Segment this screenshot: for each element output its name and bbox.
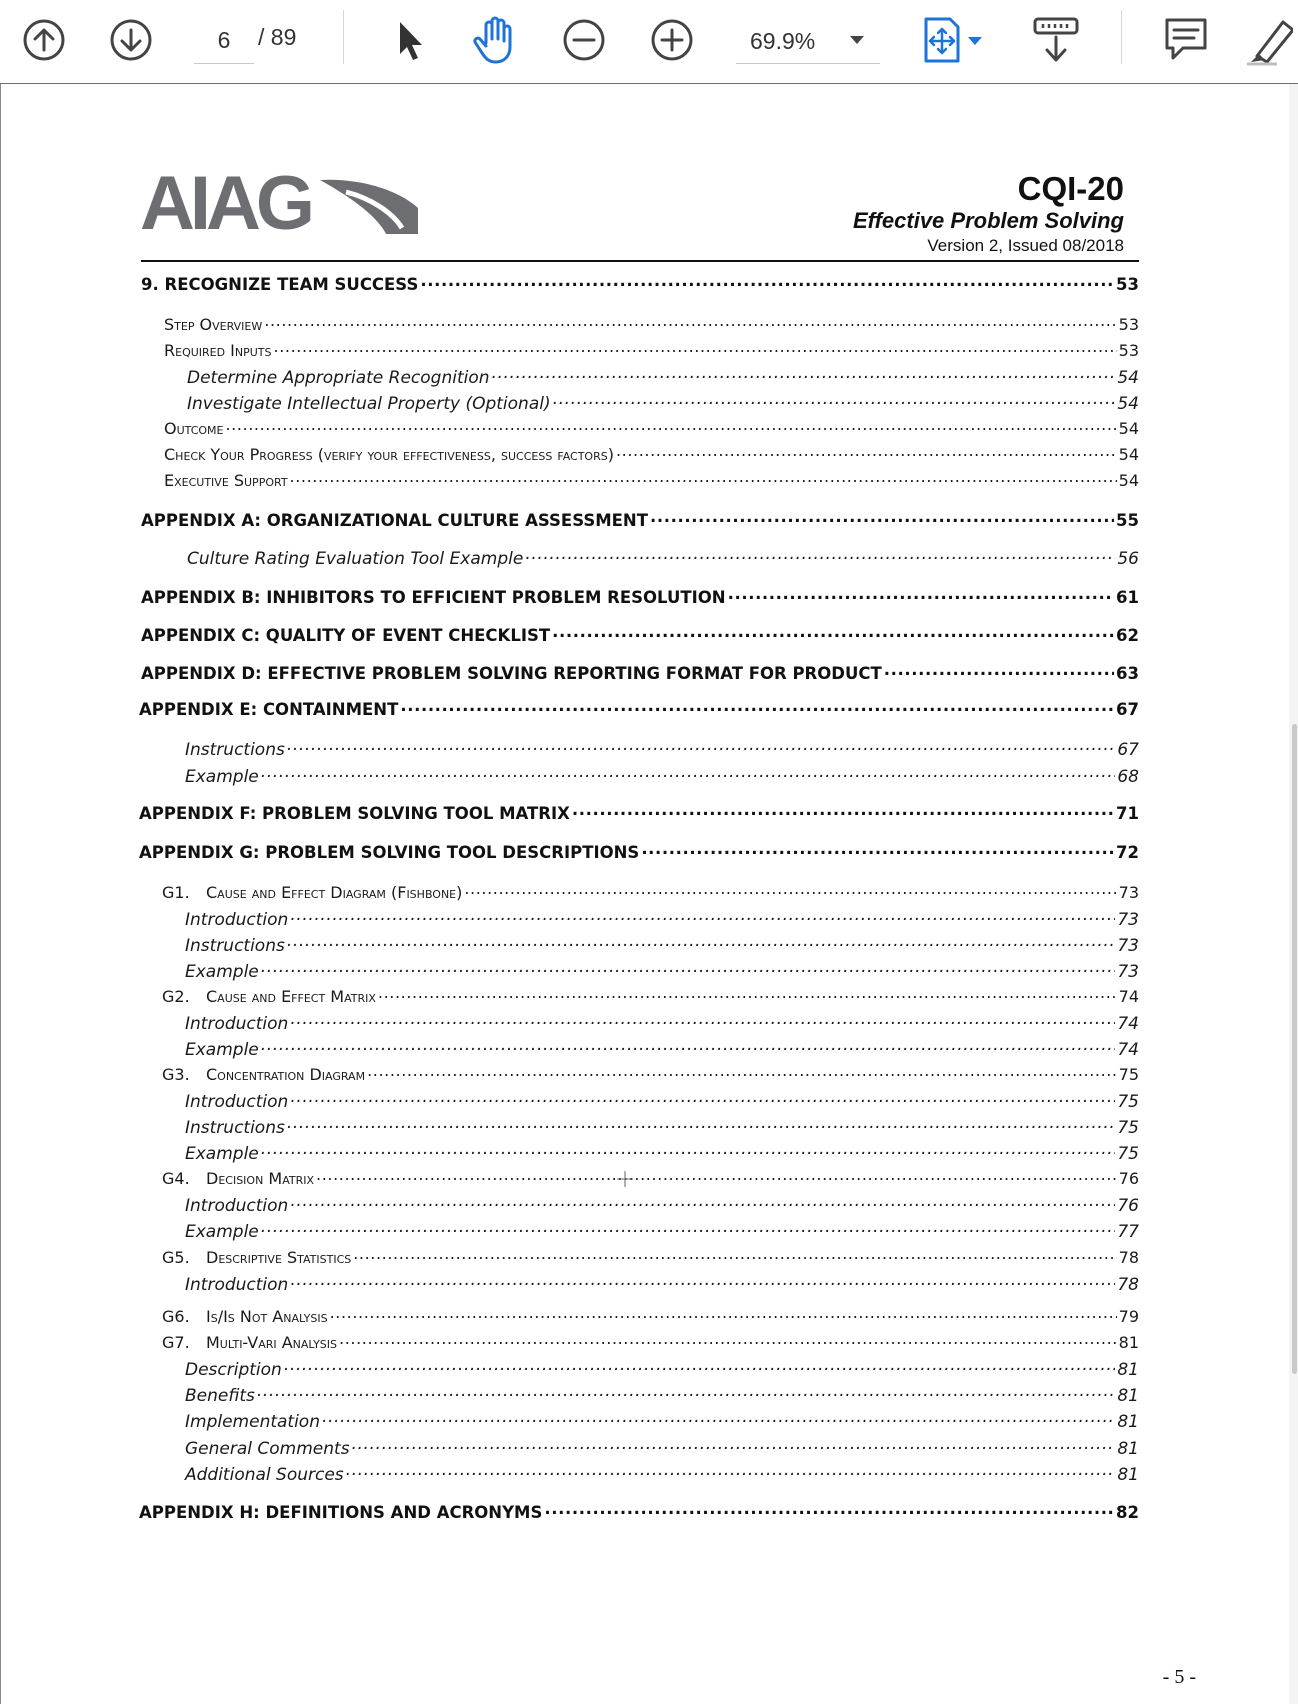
toc-entry-label bbox=[185, 1196, 288, 1216]
toc-leader-dots bbox=[352, 1435, 1116, 1454]
toc-entry[interactable] bbox=[185, 932, 1139, 956]
toc-entry-page: 54 bbox=[1118, 418, 1139, 438]
toc-entry-prefix: G2. bbox=[162, 986, 190, 1006]
toc-leader-dots bbox=[330, 1304, 1117, 1322]
toc-entry-page: 75 bbox=[1117, 1117, 1139, 1138]
toc-entry-label bbox=[185, 1386, 255, 1406]
toc-entry-text: Step Overview bbox=[164, 314, 263, 334]
page-total-label: / 89 bbox=[258, 24, 297, 50]
toc-entry-label bbox=[164, 315, 262, 334]
toc-leader-dots bbox=[261, 1140, 1116, 1159]
toc-entry-text: Outcome bbox=[164, 418, 224, 438]
toc-entry-page: 75 bbox=[1117, 1143, 1139, 1164]
toc-entry-page: 73 bbox=[1117, 961, 1139, 982]
crosshair-cursor-icon bbox=[616, 1170, 634, 1188]
toc-entry-page: 74 bbox=[1117, 1013, 1139, 1034]
toc-entry[interactable] bbox=[185, 1114, 1139, 1138]
toc-entry[interactable] bbox=[185, 1218, 1139, 1242]
toc-entry-label bbox=[185, 1144, 259, 1164]
toc-entry[interactable] bbox=[185, 763, 1139, 787]
toc-leader-dots bbox=[641, 840, 1114, 858]
toc-entry-text: Instructions bbox=[185, 935, 285, 956]
toc-entry-page: 81 bbox=[1117, 1385, 1139, 1406]
toc-entry-text: Example bbox=[185, 766, 259, 787]
toc-leader-dots bbox=[525, 545, 1115, 564]
toc-entry-text: Required Inputs bbox=[164, 340, 272, 360]
toc-entry-label bbox=[141, 275, 418, 294]
toc-entry-label bbox=[141, 664, 882, 683]
toc-entry-page: 78 bbox=[1117, 1274, 1139, 1295]
toc-entry-page: 53 bbox=[1118, 314, 1139, 334]
toc-leader-dots bbox=[284, 1356, 1116, 1375]
toc-leader-dots bbox=[261, 1036, 1116, 1055]
toc-entry-page: 53 bbox=[1118, 340, 1139, 360]
toc-entry-page: 76 bbox=[1117, 1195, 1139, 1216]
toc-entry-page: 54 bbox=[1118, 470, 1139, 490]
toc-leader-dots bbox=[367, 1062, 1117, 1080]
toc-entry-text: APPENDIX A: ORGANIZATIONAL CULTURE ASSESSMENT bbox=[141, 511, 648, 531]
toc-leader-dots bbox=[728, 585, 1114, 603]
toc-leader-dots bbox=[553, 390, 1116, 409]
toc-entry[interactable] bbox=[139, 840, 1139, 862]
document-title: Effective Problem Solving bbox=[852, 208, 1124, 233]
toc-entry-text: APPENDIX H: DEFINITIONS AND ACRONYMS bbox=[139, 1503, 543, 1523]
toc-entry-label bbox=[162, 987, 376, 1006]
toc-entry-prefix: G5. bbox=[162, 1247, 190, 1267]
page-footer-number: - 5 - bbox=[1162, 1666, 1196, 1688]
toc-leader-dots bbox=[552, 623, 1114, 641]
toc-entry-label bbox=[185, 767, 259, 787]
toc-entry-label bbox=[162, 1307, 328, 1326]
toc-entry[interactable] bbox=[164, 468, 1139, 490]
toc-entry[interactable] bbox=[185, 1435, 1139, 1459]
toc-leader-dots bbox=[261, 958, 1116, 977]
toc-entry-prefix: G3. bbox=[162, 1064, 190, 1084]
toc-entry-page: 68 bbox=[1117, 766, 1139, 787]
toc-entry-text: Decision Matrix bbox=[206, 1168, 315, 1188]
toc-entry-page: 82 bbox=[1116, 1503, 1139, 1523]
toc-entry-label bbox=[185, 936, 285, 956]
toc-entry-label bbox=[185, 910, 288, 930]
toc-leader-dots bbox=[261, 763, 1116, 782]
toc-entry-text: Example bbox=[185, 1039, 259, 1060]
toc-entry-page: 63 bbox=[1116, 664, 1139, 684]
toc-leader-dots bbox=[339, 1330, 1117, 1348]
toc-leader-dots bbox=[290, 1088, 1115, 1107]
toc-leader-dots bbox=[378, 984, 1117, 1002]
toc-leader-dots bbox=[616, 442, 1117, 460]
toc-entry[interactable] bbox=[139, 801, 1139, 823]
toc-leader-dots bbox=[287, 736, 1116, 755]
toc-entry-text: APPENDIX B: INHIBITORS TO EFFICIENT PROBLEM RESOLUTION bbox=[141, 588, 726, 608]
toc-entry-page: 81 bbox=[1117, 1411, 1139, 1432]
toc-entry-text: Instructions bbox=[185, 739, 285, 760]
toc-entry-label bbox=[141, 588, 726, 607]
toc-entry-label bbox=[185, 1439, 350, 1459]
toc-entry-label bbox=[185, 1222, 259, 1242]
toc-entry-text: Investigate Intellectual Property (Optional) bbox=[187, 393, 551, 414]
toc-entry-text: Check Your Progress (verify your effectiveness, success factors) bbox=[164, 444, 614, 464]
toc-leader-dots bbox=[290, 1010, 1115, 1029]
toc-entry-page: 73 bbox=[1117, 909, 1139, 930]
toc-entry-label bbox=[162, 883, 462, 902]
toc-entry-label bbox=[162, 1065, 365, 1084]
toc-leader-dots bbox=[353, 1245, 1116, 1263]
toc-entry[interactable] bbox=[164, 312, 1139, 334]
toc-entry-label bbox=[162, 1169, 314, 1188]
toc-entry-label bbox=[187, 368, 490, 388]
toc-leader-dots bbox=[287, 1114, 1116, 1133]
toc-entry-label bbox=[187, 549, 523, 569]
toc-entry-label bbox=[185, 1360, 282, 1380]
toc-entry-label bbox=[185, 1040, 259, 1060]
toc-entry-text: Introduction bbox=[185, 1274, 289, 1295]
toc-entry[interactable] bbox=[141, 508, 1139, 530]
header-rule bbox=[141, 260, 1139, 262]
toc-leader-dots bbox=[464, 880, 1116, 898]
toc-entry-label bbox=[164, 445, 614, 464]
toc-entry-page: 78 bbox=[1118, 1247, 1139, 1267]
toc-entry-page: 54 bbox=[1117, 367, 1139, 388]
toc-leader-dots bbox=[290, 906, 1115, 925]
toc-entry-label bbox=[164, 341, 272, 360]
toc-entry[interactable] bbox=[185, 1356, 1139, 1380]
toc-entry-page: 77 bbox=[1117, 1221, 1139, 1242]
logo-text: AIAG bbox=[140, 161, 310, 246]
toc-entry-text: Descriptive Statistics bbox=[206, 1247, 352, 1267]
toc-entry-label bbox=[139, 843, 639, 862]
toc-entry[interactable] bbox=[185, 1036, 1139, 1060]
toc-entry-page: 71 bbox=[1116, 804, 1139, 824]
toc-entry-page: 76 bbox=[1118, 1168, 1139, 1188]
toc-entry-label bbox=[162, 1248, 351, 1267]
toc-entry-label bbox=[164, 471, 288, 490]
toc-entry-page: 79 bbox=[1118, 1306, 1139, 1326]
toc-leader-dots bbox=[572, 801, 1114, 819]
toc-entry-label bbox=[139, 700, 398, 719]
toc-entry-label bbox=[185, 1092, 288, 1112]
toc-leader-dots bbox=[420, 272, 1114, 290]
toc-entry-label bbox=[185, 1412, 320, 1432]
toc-entry-label bbox=[141, 626, 550, 645]
toc-entry[interactable] bbox=[164, 442, 1139, 464]
toc-entry-page: 75 bbox=[1118, 1064, 1139, 1084]
toc-entry-text: General Comments bbox=[185, 1438, 350, 1459]
toc-entry-page: 61 bbox=[1116, 588, 1139, 608]
toc-entry-label bbox=[139, 1503, 542, 1522]
toc-entry-text: APPENDIX D: EFFECTIVE PROBLEM SOLVING REPORTING FORMAT FOR PRODUCT bbox=[141, 664, 882, 684]
toc-entry[interactable] bbox=[139, 697, 1139, 719]
toc-entry-page: 81 bbox=[1117, 1464, 1139, 1485]
toc-entry[interactable] bbox=[185, 1461, 1139, 1485]
toc-leader-dots bbox=[884, 661, 1114, 679]
toc-entry-page: 54 bbox=[1118, 444, 1139, 464]
toc-entry-page: 67 bbox=[1116, 700, 1139, 720]
toc-leader-dots bbox=[290, 1271, 1115, 1290]
toc-entry[interactable] bbox=[185, 736, 1139, 760]
toc-entry-prefix: G4. bbox=[162, 1168, 190, 1188]
toc-entry-text: Benefits bbox=[185, 1385, 255, 1406]
toc-entry-text: Is/Is Not Analysis bbox=[206, 1306, 328, 1326]
toc-entry-prefix: G7. bbox=[162, 1332, 190, 1352]
toc-leader-dots bbox=[290, 1192, 1115, 1211]
toc-entry-page: 81 bbox=[1117, 1438, 1139, 1459]
toc-entry[interactable] bbox=[185, 1010, 1139, 1034]
toc-entry-text: 9. RECOGNIZE TEAM SUCCESS bbox=[141, 275, 419, 295]
toc-entry[interactable] bbox=[187, 364, 1139, 388]
toc-entry[interactable] bbox=[162, 1062, 1139, 1084]
toc-entry-text: Introduction bbox=[185, 1195, 289, 1216]
toc-entry-text: Cause and Effect Diagram (Fishbone) bbox=[206, 882, 463, 902]
toc-entry[interactable] bbox=[185, 1192, 1139, 1216]
toc-entry-text: Multi-Vari Analysis bbox=[206, 1332, 338, 1352]
toc-entry[interactable] bbox=[187, 390, 1139, 414]
toc-leader-dots bbox=[287, 932, 1116, 951]
toc-entry[interactable] bbox=[162, 1245, 1139, 1267]
toc-entry-page: 81 bbox=[1118, 1332, 1139, 1352]
toc-entry[interactable] bbox=[185, 1382, 1139, 1406]
toc-entry-text: APPENDIX E: CONTAINMENT bbox=[139, 700, 399, 720]
toc-entry[interactable] bbox=[185, 1088, 1139, 1112]
toc-entry-label bbox=[185, 1465, 344, 1485]
toc-entry[interactable] bbox=[141, 623, 1139, 645]
toc-entry-text: Implementation bbox=[185, 1411, 320, 1432]
toc-entry-text: Instructions bbox=[185, 1117, 285, 1138]
toc-entry-text: APPENDIX G: PROBLEM SOLVING TOOL DESCRIPTIONS bbox=[139, 843, 640, 863]
toc-entry[interactable] bbox=[162, 1166, 1139, 1188]
toc-entry-page: 74 bbox=[1117, 1039, 1139, 1060]
document-code: CQI-20 bbox=[1017, 170, 1124, 207]
toc-entry-label bbox=[187, 394, 551, 414]
toc-entry-text: Introduction bbox=[185, 1013, 289, 1034]
document-version: Version 2, Issued 08/2018 bbox=[927, 236, 1124, 255]
toc-entry-page: 67 bbox=[1117, 739, 1139, 760]
toc-entry-label bbox=[164, 419, 224, 438]
toc-entry-page: 54 bbox=[1117, 393, 1139, 414]
toc-entry[interactable] bbox=[185, 1271, 1139, 1295]
toc-entry[interactable] bbox=[141, 585, 1139, 607]
toc-entry-label bbox=[185, 962, 259, 982]
toc-leader-dots bbox=[346, 1461, 1116, 1480]
toc-entry-text: Executive Support bbox=[164, 470, 288, 490]
toc-entry[interactable] bbox=[164, 338, 1139, 360]
toc-entry-text: Example bbox=[185, 1221, 259, 1242]
toc-entry-text: APPENDIX F: PROBLEM SOLVING TOOL MATRIX bbox=[139, 804, 570, 824]
toc-entry[interactable] bbox=[187, 545, 1139, 569]
toc-entry-page: 53 bbox=[1116, 275, 1139, 295]
toc-entry-page: 62 bbox=[1116, 626, 1139, 646]
toc-entry-text: Cause and Effect Matrix bbox=[206, 986, 376, 1006]
toc-entry-label bbox=[185, 740, 285, 760]
toc-entry-page: 75 bbox=[1117, 1091, 1139, 1112]
toc-entry-text: Introduction bbox=[185, 909, 289, 930]
toc-entry[interactable] bbox=[185, 1140, 1139, 1164]
toc-entry[interactable] bbox=[141, 272, 1139, 294]
toc-leader-dots bbox=[261, 1218, 1116, 1237]
toc-leader-dots bbox=[544, 1500, 1114, 1518]
logo-swoosh-icon bbox=[316, 178, 420, 234]
toc-entry-page: 74 bbox=[1118, 986, 1139, 1006]
toc-leader-dots bbox=[492, 364, 1116, 383]
toc-entry-text: Introduction bbox=[185, 1091, 289, 1112]
toc-entry[interactable] bbox=[185, 1408, 1139, 1432]
toc-entry-text: Example bbox=[185, 1143, 259, 1164]
toc-leader-dots bbox=[226, 416, 1117, 434]
toc-entry[interactable] bbox=[162, 1330, 1139, 1352]
zoom-value: 69.9% bbox=[750, 28, 816, 54]
toc-entry[interactable] bbox=[162, 880, 1139, 902]
toc-entry-text: Description bbox=[185, 1359, 282, 1380]
toc-entry-page: 55 bbox=[1116, 511, 1139, 531]
toc-leader-dots bbox=[290, 468, 1117, 486]
toc-leader-dots bbox=[274, 338, 1117, 356]
toc-entry[interactable] bbox=[164, 416, 1139, 438]
toc-entry-label bbox=[162, 1333, 337, 1352]
toc-entry[interactable] bbox=[185, 906, 1139, 930]
aiag-logo bbox=[140, 161, 420, 246]
toc-entry-page: 56 bbox=[1117, 548, 1139, 569]
toc-entry-prefix: G6. bbox=[162, 1306, 190, 1326]
toc-entry-label bbox=[139, 804, 570, 823]
toc-entry-label bbox=[185, 1014, 288, 1034]
toc-entry[interactable] bbox=[139, 1500, 1139, 1522]
toc-entry-label bbox=[141, 511, 648, 530]
toc-entry-text: Example bbox=[185, 961, 259, 982]
toc-entry-page: 81 bbox=[1117, 1359, 1139, 1380]
toc-entry-text: Concentration Diagram bbox=[206, 1064, 366, 1084]
toc-entry-text: APPENDIX C: QUALITY OF EVENT CHECKLIST bbox=[141, 626, 551, 646]
toc-entry-page: 73 bbox=[1117, 935, 1139, 956]
toc-entry-label bbox=[185, 1275, 288, 1295]
toc-entry[interactable] bbox=[185, 958, 1139, 982]
toc-entry-prefix: G1. bbox=[162, 882, 190, 902]
page-number-input[interactable]: 6 bbox=[194, 20, 254, 64]
toc-entry-label bbox=[185, 1118, 285, 1138]
toc-entry-page: 73 bbox=[1118, 882, 1139, 902]
toc-entry[interactable] bbox=[141, 661, 1139, 683]
toc-leader-dots bbox=[257, 1382, 1116, 1401]
toc-entry[interactable] bbox=[162, 984, 1139, 1006]
toc-leader-dots bbox=[264, 312, 1116, 330]
toc-entry-text: Culture Rating Evaluation Tool Example bbox=[187, 548, 524, 569]
toc-entry-text: Additional Sources bbox=[185, 1464, 344, 1485]
toc-entry-text: Determine Appropriate Recognition bbox=[187, 367, 490, 388]
toc-leader-dots bbox=[400, 697, 1114, 715]
toc-entry[interactable] bbox=[162, 1304, 1139, 1326]
toc-leader-dots bbox=[322, 1408, 1115, 1427]
toc-entry-page: 72 bbox=[1116, 843, 1139, 863]
toc-leader-dots bbox=[650, 508, 1114, 526]
toc-leader-dots bbox=[316, 1166, 1117, 1184]
